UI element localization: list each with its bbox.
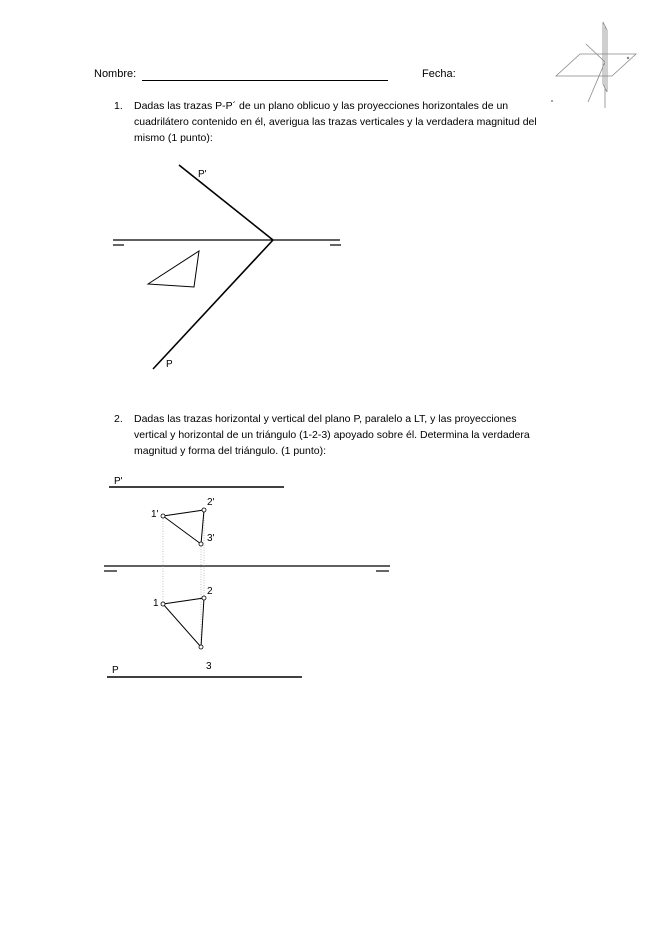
point-3-horizontal-label: 3 xyxy=(206,661,212,672)
horizontal-trace-label: P xyxy=(166,359,173,370)
logo-dot-2 xyxy=(551,100,552,101)
triangle-vertical-projection xyxy=(163,510,204,544)
point-3-vertical xyxy=(199,542,203,546)
point-1-vertical-label: 1' xyxy=(151,509,159,520)
figure-1 xyxy=(113,165,341,370)
point-2-horizontal xyxy=(202,596,206,600)
question-2-number: 2. xyxy=(114,413,123,425)
question-1-line-1: Dadas las trazas P-P´ de un plano oblicuo y las proyecciones horizontales de un xyxy=(134,100,509,112)
logo-dot xyxy=(627,57,629,59)
point-2-vertical xyxy=(202,508,206,512)
point-1-vertical xyxy=(161,514,165,518)
point-1-horizontal xyxy=(161,602,165,606)
question-2-line-3: magnitud y forma del triángulo. (1 punto): xyxy=(134,445,327,457)
point-3-vertical-label: 3' xyxy=(207,533,215,544)
vertical-trace-label: P' xyxy=(198,169,207,180)
point-2-horizontal-label: 2 xyxy=(207,586,213,597)
logo-horizontal-plane xyxy=(556,54,636,76)
logo-diag-2 xyxy=(588,62,605,102)
point-2-vertical-label: 2' xyxy=(207,497,215,508)
vertical-trace-label: P' xyxy=(114,476,123,487)
figure-2 xyxy=(104,476,390,677)
question-1-line-2: cuadrilátero contenido en él, averigua las trazas verticales y la verdadera magnitud del xyxy=(134,116,537,128)
orthographic-planes-icon xyxy=(551,22,636,108)
triangle-horizontal-projection xyxy=(163,598,204,647)
point-1-horizontal-label: 1 xyxy=(153,598,159,609)
question-1-line-3: mismo (1 punto): xyxy=(134,132,213,144)
quadrilateral-horizontal-projection xyxy=(148,251,199,287)
horizontal-trace-label: P xyxy=(112,665,119,676)
date-label: Fecha: xyxy=(422,68,456,80)
logo-diag-1 xyxy=(586,44,605,62)
question-1-number: 1. xyxy=(114,100,123,112)
horizontal-trace-line xyxy=(153,240,273,369)
point-3-horizontal xyxy=(199,645,203,649)
question-2-line-1: Dadas las trazas horizontal y vertical del plano P, paralelo a LT, y las proyecciones xyxy=(134,413,517,425)
question-2-line-2: vertical y horizontal de un triángulo (1-2-3) apoyado sobre él. Determina la verdadera xyxy=(134,429,530,441)
name-label: Nombre: xyxy=(94,68,137,80)
vertical-trace-line xyxy=(179,165,273,240)
